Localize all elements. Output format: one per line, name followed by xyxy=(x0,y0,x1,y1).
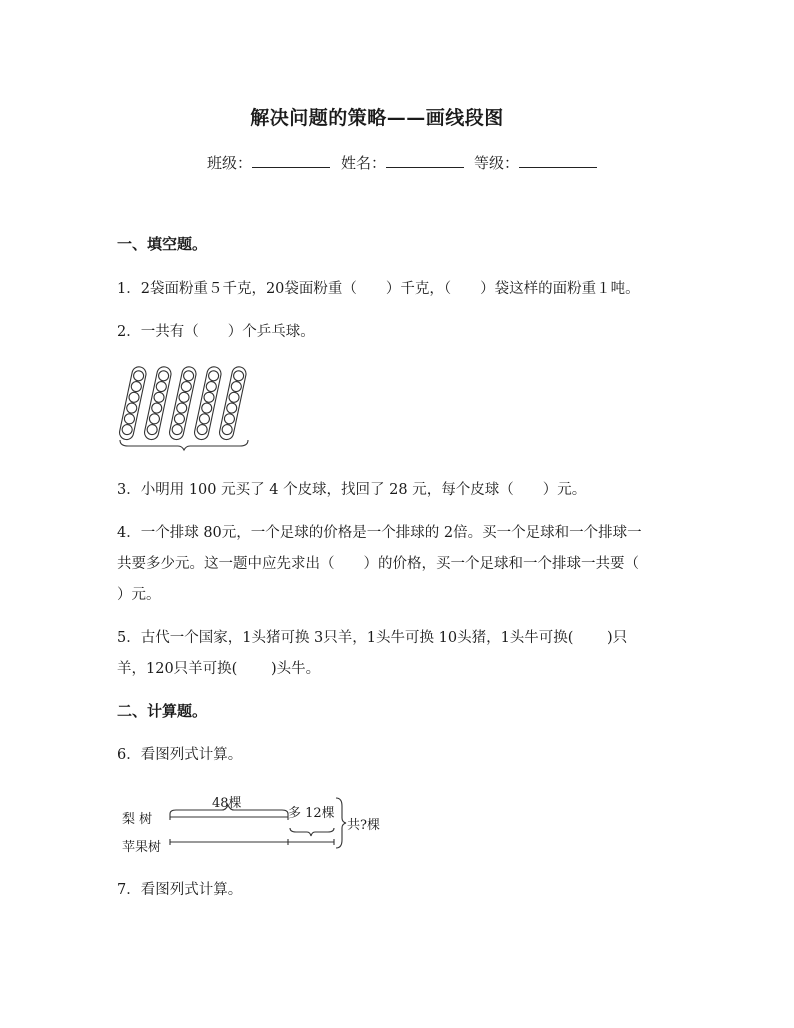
tube-5 xyxy=(218,366,247,441)
count-48-label: 48棵 xyxy=(212,796,242,811)
pear-segment xyxy=(170,814,288,820)
tube-3 xyxy=(168,366,197,441)
question-4-line-2: 共要多少元。这一题中应先求出（ ）的价格，买一个足球和一个排球一共要（ xyxy=(117,556,639,572)
tube-1 xyxy=(118,366,147,441)
question-5-line-2: 羊，120只羊可换( )头牛。 xyxy=(117,661,321,677)
segment-lines xyxy=(118,790,418,860)
section-heading-calculation: 二、计算题。 xyxy=(117,702,208,720)
question-7: 7．看图列式计算。 xyxy=(117,882,243,898)
name-field xyxy=(341,152,464,173)
brace-48 xyxy=(170,805,288,814)
brace-total xyxy=(336,798,346,848)
total-label: 共?棵 xyxy=(347,818,380,833)
pear-tree-label: 梨 树 xyxy=(122,812,153,827)
grade-label: 等级： xyxy=(474,154,520,172)
class-blank xyxy=(252,153,330,168)
brace-difference xyxy=(290,828,334,836)
bottom-brace xyxy=(120,440,248,450)
apple-segment xyxy=(170,839,334,845)
line-segment-diagram xyxy=(118,790,418,860)
name-blank xyxy=(386,153,464,168)
tube-2 xyxy=(143,366,172,441)
question-6: 6．看图列式计算。 xyxy=(117,747,243,763)
question-4-line-1: 4．一个排球 80元，一个足球的价格是一个排球的 2倍。买一个足球和一个排球一 xyxy=(117,525,642,541)
grade-field xyxy=(474,152,597,173)
grade-blank xyxy=(519,153,597,168)
class-field xyxy=(207,152,330,173)
tube-4 xyxy=(193,366,222,441)
question-3: 3．小明用 100 元买了 4 个皮球，找回了 28 元，每个皮球（ ）元。 xyxy=(117,482,587,498)
page-title: 解决问题的策略——画线段图 xyxy=(250,107,504,129)
question-5-line-1: 5．古代一个国家，1头猪可换 3只羊，1头牛可换 10头猪，1头牛可换( )只 xyxy=(117,630,628,646)
question-4-line-3: ）元。 xyxy=(117,587,161,603)
difference-label: 多 12棵 xyxy=(288,806,335,821)
question-2: 2．一共有（ ）个乒乓球。 xyxy=(117,324,315,340)
name-label: 姓名： xyxy=(341,154,387,172)
ping-pong-tubes-figure xyxy=(112,362,262,452)
section-heading-fill-blank: 一、填空题。 xyxy=(117,235,208,253)
apple-tree-label: 苹果树 xyxy=(122,840,162,855)
question-1: 1．2袋面粉重５千克，20袋面粉重（ ）千克，（ ）袋这样的面粉重１吨。 xyxy=(117,281,640,297)
class-label: 班级： xyxy=(207,154,253,172)
